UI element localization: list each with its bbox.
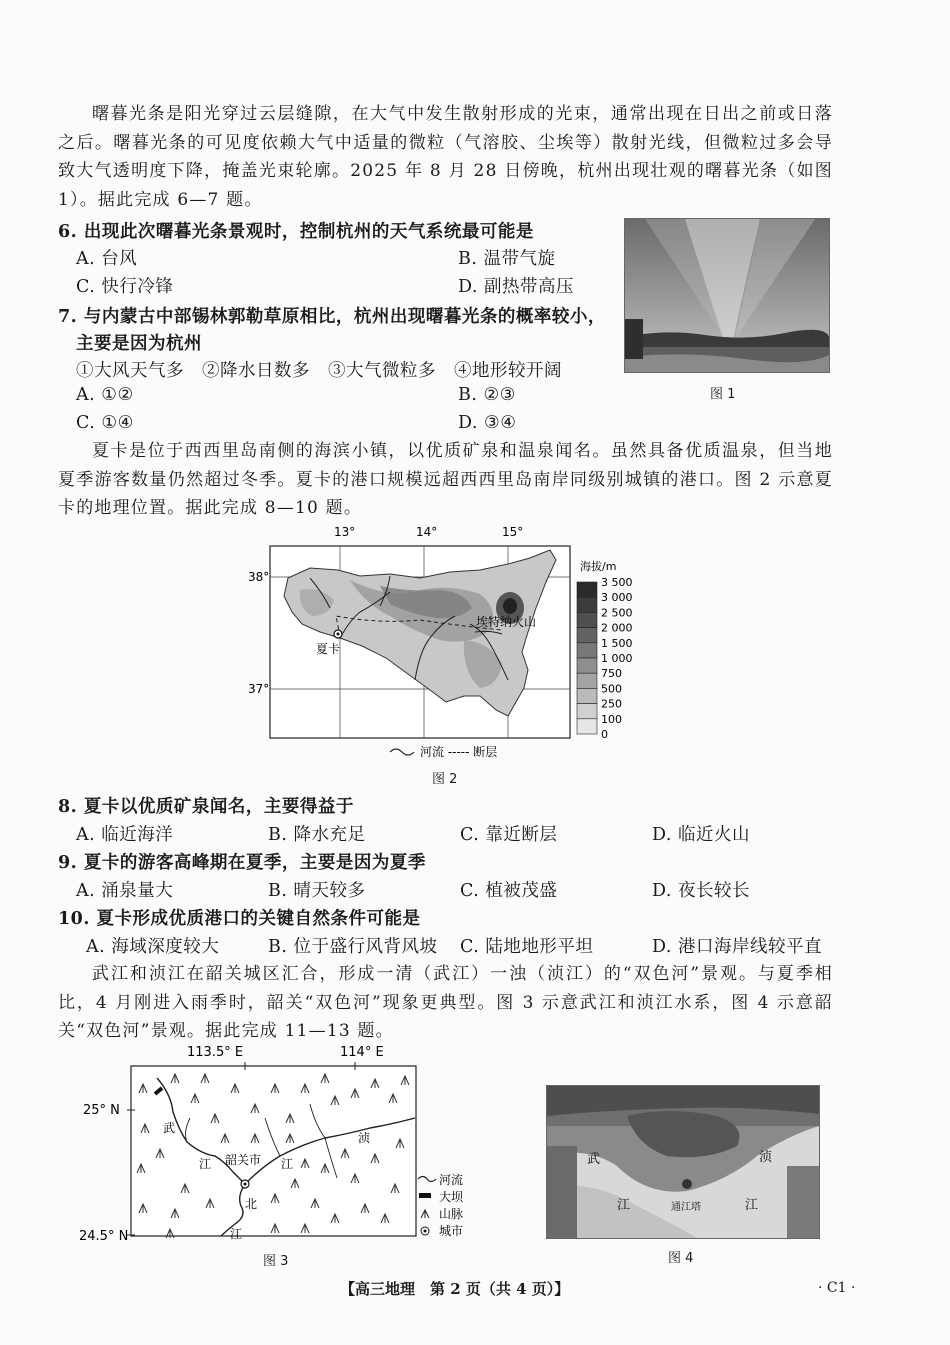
photo-label-jiang-left: 江 xyxy=(617,1198,631,1213)
legend-level-label: 2 000 xyxy=(601,621,633,635)
legend-dam: 大坝 xyxy=(439,1190,464,1204)
legend-city: 城市 xyxy=(439,1224,464,1238)
q6-option-d: D. 副热带高压 xyxy=(458,277,575,297)
question-7-stem: 7. 与内蒙古中部锡林郭勒草原相比，杭州出现曙暮光条的概率较小， xyxy=(58,307,606,327)
legend-mountain: 山脉 xyxy=(439,1207,464,1221)
q9-option-a: A. 涌泉量大 xyxy=(76,881,174,901)
legend-swatch xyxy=(577,719,597,734)
legend-title: 海拔/m xyxy=(580,560,617,573)
lon-13: 13° xyxy=(334,525,356,539)
intro-passage-1: 曙暮光条是阳光穿过云层缝隙，在大气中发生散射形成的光束，通常出现在日出之前或日落之后。曙暮光条的可见度依赖大气中适量的微粒（气溶胶、尘埃等）散射光线，但微粒过多会导致大气透明度下降，掩盖光束轮廓。2025 年 8 月 28 日傍晚，杭州出现壮观的曙暮光条（如图 1）。据此完成 6—7 题。 xyxy=(58,104,833,210)
lon-14: 14° xyxy=(416,525,438,539)
figure-2-caption: 图 2 xyxy=(432,772,458,787)
lat-38: 38° xyxy=(248,570,270,584)
map-bottom-legend: 河流 ----- 断层 xyxy=(420,745,498,759)
legend-swatch xyxy=(577,597,597,612)
figure-1-caption: 图 1 xyxy=(710,387,736,402)
q10-option-c: C. 陆地地形平坦 xyxy=(460,937,594,957)
photo-label-wu: 武 xyxy=(587,1152,601,1167)
label-zhen: 浈 xyxy=(358,1131,371,1145)
legend-level-label: 3 000 xyxy=(601,591,633,605)
photo-label-jiang-right: 江 xyxy=(745,1198,759,1213)
legend-level-label: 100 xyxy=(601,712,622,726)
figure-1-photo xyxy=(624,218,830,373)
legend-swatch xyxy=(577,673,597,688)
legend-level-label: 1 500 xyxy=(601,636,633,650)
q9-option-c: C. 植被茂盛 xyxy=(460,881,558,901)
intro-passage-2: 夏卡是位于西西里岛南侧的海滨小镇，以优质矿泉和温泉闻名。虽然具备优质温泉，但当地夏季游客数量仍然超过冬季。夏卡的港口规模远超西西里岛南岸同级别城镇的港口。图 2 示意夏卡的地理位置。据此完成 8—10 题。 xyxy=(58,441,833,518)
question-10-stem: 10. 夏卡形成优质港口的关键自然条件可能是 xyxy=(58,909,421,929)
q9-option-d: D. 夜长较长 xyxy=(652,881,751,901)
q7-option-b: B. ②③ xyxy=(458,385,516,405)
label-wu: 武 xyxy=(163,1121,176,1135)
question-9-stem: 9. 夏卡的游客高峰期在夏季，主要是因为夏季 xyxy=(58,853,426,873)
volcano-label-etna: 埃特纳火山 xyxy=(476,615,537,629)
legend-swatch xyxy=(577,628,597,643)
q8-option-c: C. 靠近断层 xyxy=(460,825,558,845)
legend-level-label: 250 xyxy=(601,697,622,711)
crepuscular-rays-image xyxy=(625,219,829,372)
photo-label-zhen: 浈 xyxy=(759,1150,773,1165)
q9-option-b: B. 晴天较多 xyxy=(268,881,366,901)
city-label-sciacca: 夏卡 xyxy=(316,642,341,656)
legend-swatch xyxy=(577,704,597,719)
q10-option-a: A. 海域深度较大 xyxy=(86,937,220,957)
photo-label-tower: 通江塔 xyxy=(671,1202,701,1213)
legend-level-label: 750 xyxy=(601,667,622,681)
question-7-stem-cont: 主要是因为杭州 xyxy=(76,334,202,354)
legend-swatch xyxy=(577,658,597,673)
lon-15: 15° xyxy=(502,525,524,539)
lat-37: 37° xyxy=(248,682,270,696)
label-jiang-2: 江 xyxy=(281,1157,294,1171)
q8-option-a: A. 临近海洋 xyxy=(76,825,174,845)
figure-3-river-map xyxy=(75,1038,495,1268)
label-shaoguan: 韶关市 xyxy=(225,1153,262,1167)
lat-25: 25° N xyxy=(83,1103,120,1118)
legend-swatch xyxy=(577,582,597,597)
legend-level-label: 2 500 xyxy=(601,606,633,620)
page-corner-code: · C1 · xyxy=(818,1280,856,1296)
q7-option-c: C. ①④ xyxy=(76,413,134,433)
q6-option-a: A. 台风 xyxy=(76,249,138,269)
q6-option-c: C. 快行冷锋 xyxy=(76,277,174,297)
q8-option-d: D. 临近火山 xyxy=(652,825,751,845)
label-jiang-3: 江 xyxy=(230,1227,243,1241)
legend-swatch xyxy=(577,612,597,627)
lon-114: 114° E xyxy=(340,1045,384,1060)
figure-4-photo xyxy=(546,1085,820,1239)
legend-level-label: 3 500 xyxy=(601,576,633,589)
legend-level-label: 500 xyxy=(601,682,622,696)
label-bei: 北 xyxy=(245,1197,258,1211)
q8-option-b: B. 降水充足 xyxy=(268,825,366,845)
legend-dam-icon xyxy=(419,1193,431,1198)
label-jiang-1: 江 xyxy=(199,1157,212,1171)
q6-option-b: B. 温带气旋 xyxy=(458,249,556,269)
figure-4-caption: 图 4 xyxy=(668,1251,694,1266)
question-8-stem: 8. 夏卡以优质矿泉闻名，主要得益于 xyxy=(58,797,354,817)
q10-option-b: B. 位于盛行风背风坡 xyxy=(268,937,438,957)
map-frame-3 xyxy=(131,1066,416,1236)
question-6-stem: 6. 出现此次曙暮光条景观时，控制杭州的天气系统最可能是 xyxy=(58,222,534,242)
figure-2-sicily-map xyxy=(240,520,650,765)
legend-mountain-icon xyxy=(421,1210,429,1218)
elevation-legend xyxy=(577,576,633,741)
page-footer: 【高三地理 第 2 页（共 4 页）】 xyxy=(340,1280,570,1298)
question-7-items: ①大风天气多 ②降水日数多 ③大气微粒多 ④地形较开阔 xyxy=(76,361,562,381)
river-legend-symbol xyxy=(390,749,414,755)
legend-river: 河流 xyxy=(439,1173,464,1187)
q7-option-a: A. ①② xyxy=(76,385,134,405)
lon-113-5: 113.5° E xyxy=(187,1045,244,1060)
figure-3-caption: 图 3 xyxy=(263,1254,289,1269)
legend-swatch xyxy=(577,688,597,703)
legend-level-label: 0 xyxy=(601,728,608,741)
legend-swatch xyxy=(577,643,597,658)
q7-option-d: D. ③④ xyxy=(458,413,517,433)
q10-option-d: D. 港口海岸线较平直 xyxy=(652,937,823,957)
lat-24-5: 24.5° N xyxy=(79,1229,129,1244)
legend-river-icon xyxy=(418,1177,436,1182)
legend-level-label: 1 000 xyxy=(601,652,633,665)
intro-passage-3: 武江和浈江在韶关城区汇合，形成一清（武江）一浊（浈江）的“双色河”景观。与夏季相比，4 月刚进入雨季时，韶关“双色河”现象更典型。图 3 示意武江和浈江水系，图 4 示意韶关“双色河”景观。据此完成 11—13 题。 xyxy=(58,964,833,1041)
